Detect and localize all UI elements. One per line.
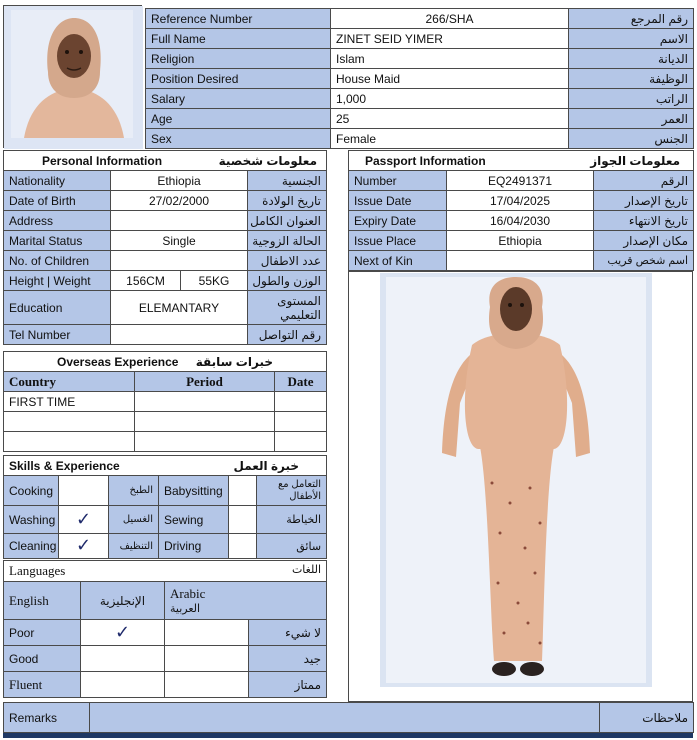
overseas-period xyxy=(135,412,275,432)
personal-info-header xyxy=(4,151,327,171)
col-period: Period xyxy=(135,372,275,392)
level-poor-label: Poor xyxy=(4,620,81,646)
remarks-label: Remarks xyxy=(4,703,90,733)
level-fluent-english-check xyxy=(81,672,165,698)
row-marital-status xyxy=(4,231,327,251)
skill-sewing-check xyxy=(229,506,257,534)
label-position-desired-ar: الوظيفة xyxy=(569,69,694,89)
skills-header xyxy=(4,456,327,476)
skills-title-ar: خبرة العمل xyxy=(233,458,300,473)
col-country: Country xyxy=(4,372,135,392)
value-religion: Islam xyxy=(331,49,569,69)
level-good-label-ar: جيد xyxy=(249,646,327,672)
full-body-photo-frame xyxy=(348,271,693,702)
value-sex: Female xyxy=(331,129,569,149)
label-reference-number-ar: رقم المرجع xyxy=(569,9,694,29)
label-issue-date-ar: تاريخ الإصدار xyxy=(594,191,694,211)
label-education: Education xyxy=(4,291,111,325)
value-expiry-date: 16/04/2030 xyxy=(447,211,594,231)
remarks-value xyxy=(90,703,600,733)
header-row-name xyxy=(146,29,694,49)
skills-row xyxy=(4,534,327,559)
row-next-of-kin xyxy=(349,251,694,271)
skill-washing-label: Washing xyxy=(4,506,59,534)
label-passport-number: Number xyxy=(349,171,447,191)
language-arabic-label-ar: العربية xyxy=(170,601,201,615)
overseas-row xyxy=(4,392,327,412)
level-good-english-check xyxy=(81,646,165,672)
overseas-title: Overseas Experience xyxy=(57,354,179,369)
label-full-name: Full Name xyxy=(146,29,331,49)
level-poor-arabic-check xyxy=(165,620,249,646)
skill-driving-label-ar: سائق xyxy=(257,534,327,559)
passport-info-table xyxy=(348,150,694,271)
header-row-religion xyxy=(146,49,694,69)
label-position-desired: Position Desired xyxy=(146,69,331,89)
skills-row xyxy=(4,476,327,506)
header-row-age xyxy=(146,109,694,129)
overseas-country xyxy=(4,412,135,432)
row-tel-number xyxy=(4,325,327,345)
label-address-ar: العنوان الكامل xyxy=(248,211,327,231)
label-tel-number-ar: رقم التواصل xyxy=(248,325,327,345)
value-date-of-birth: 27/02/2000 xyxy=(111,191,248,211)
footer-bar xyxy=(3,733,693,738)
skill-washing-label-ar: الغسيل xyxy=(109,506,159,534)
value-full-name: ZINET SEID YIMER xyxy=(331,29,569,49)
row-address xyxy=(4,211,327,231)
label-children-ar: عدد الاطفال xyxy=(248,251,327,271)
overseas-experience-table xyxy=(3,351,327,452)
skill-babysitting-label: Babysitting xyxy=(159,476,229,506)
label-issue-place-ar: مكان الإصدار xyxy=(594,231,694,251)
overseas-date xyxy=(275,412,327,432)
level-good-arabic-check xyxy=(165,646,249,672)
languages-title: Languages xyxy=(9,563,66,578)
label-nationality: Nationality xyxy=(4,171,111,191)
label-age-ar: العمر xyxy=(569,109,694,129)
level-good-label: Good xyxy=(4,646,81,672)
row-education xyxy=(4,291,327,325)
skill-cooking-label: Cooking xyxy=(4,476,59,506)
overseas-row xyxy=(4,432,327,452)
label-marital-status-ar: الحالة الزوجية xyxy=(248,231,327,251)
skill-cooking-label-ar: الطبخ xyxy=(109,476,159,506)
level-fluent-arabic-check xyxy=(165,672,249,698)
label-passport-number-ar: الرقم xyxy=(594,171,694,191)
level-poor-label-ar: لا شيء xyxy=(249,620,327,646)
label-education-ar: المستوى التعليمي xyxy=(248,291,327,325)
label-next-of-kin-ar: اسم شخص قريب xyxy=(594,251,694,271)
value-issue-date: 17/04/2025 xyxy=(447,191,594,211)
passport-header xyxy=(349,151,694,171)
level-poor-english-check: ✓ xyxy=(81,620,165,646)
label-expiry-date-ar: تاريخ الانتهاء xyxy=(594,211,694,231)
label-issue-date: Issue Date xyxy=(349,191,447,211)
label-reference-number: Reference Number xyxy=(146,9,331,29)
overseas-country xyxy=(4,432,135,452)
label-date-of-birth: Date of Birth xyxy=(4,191,111,211)
overseas-country: FIRST TIME xyxy=(4,392,135,412)
skill-washing-check: ✓ xyxy=(59,506,109,534)
overseas-date xyxy=(275,392,327,412)
personal-info-title: Personal Information xyxy=(42,153,163,168)
language-arabic-label: Arabic xyxy=(170,585,206,601)
value-height: 156CM xyxy=(111,271,181,291)
value-salary: 1,000 xyxy=(331,89,569,109)
value-tel-number xyxy=(111,325,248,345)
value-weight: 55KG xyxy=(181,271,248,291)
header-row-salary xyxy=(146,89,694,109)
remarks-label-ar: ملاحظات xyxy=(600,703,694,733)
portrait-photo xyxy=(3,5,142,148)
label-nationality-ar: الجنسية xyxy=(248,171,327,191)
value-nationality: Ethiopia xyxy=(111,171,248,191)
skill-sewing-label: Sewing xyxy=(159,506,229,534)
skill-babysitting-check xyxy=(229,476,257,506)
col-date: Date xyxy=(275,372,327,392)
skill-cleaning-check: ✓ xyxy=(59,534,109,559)
value-next-of-kin xyxy=(447,251,594,271)
full-body-photo xyxy=(380,273,652,687)
languages-names xyxy=(4,582,327,620)
label-marital-status: Marital Status xyxy=(4,231,111,251)
row-nationality xyxy=(4,171,327,191)
label-height-weight-ar: الوزن والطول xyxy=(248,271,327,291)
overseas-title-ar: خبرات سابقة xyxy=(195,354,273,369)
skill-babysitting-label-ar: التعامل مع الأطفال xyxy=(257,476,327,506)
skills-title: Skills & Experience xyxy=(9,458,120,473)
languages-title-ar: اللغات xyxy=(291,563,322,576)
row-passport-number xyxy=(349,171,694,191)
overseas-header xyxy=(4,352,327,372)
row-children xyxy=(4,251,327,271)
label-salary: Salary xyxy=(146,89,331,109)
overseas-row xyxy=(4,412,327,432)
passport-title: Passport Information xyxy=(365,153,486,168)
remarks-table xyxy=(3,702,694,733)
skills-table xyxy=(3,455,327,559)
header-row-position xyxy=(146,69,694,89)
language-english-label-ar: الإنجليزية xyxy=(81,582,165,620)
row-issue-date xyxy=(349,191,694,211)
overseas-date xyxy=(275,432,327,452)
header-row-reference xyxy=(146,9,694,29)
value-marital-status: Single xyxy=(111,231,248,251)
languages-header xyxy=(4,561,327,582)
label-religion-ar: الديانة xyxy=(569,49,694,69)
value-reference-number: 266/SHA xyxy=(331,9,569,29)
language-english-label: English xyxy=(4,582,81,620)
row-height-weight xyxy=(4,271,327,291)
label-expiry-date: Expiry Date xyxy=(349,211,447,231)
label-height-weight: Height | Weight xyxy=(4,271,111,291)
overseas-period xyxy=(135,392,275,412)
label-date-of-birth-ar: تاريخ الولادة xyxy=(248,191,327,211)
label-age: Age xyxy=(146,109,331,129)
language-level-row xyxy=(4,620,327,646)
overseas-columns xyxy=(4,372,327,392)
remarks-row xyxy=(4,703,694,733)
languages-table xyxy=(3,560,327,698)
value-address xyxy=(111,211,248,231)
skill-cleaning-label-ar: التنظيف xyxy=(109,534,159,559)
personal-info-title-ar: معلومات شخصية xyxy=(218,153,317,168)
passport-title-ar: معلومات الجواز xyxy=(590,153,681,168)
header-row-sex xyxy=(146,129,694,149)
value-age: 25 xyxy=(331,109,569,129)
label-salary-ar: الراتب xyxy=(569,89,694,109)
label-sex: Sex xyxy=(146,129,331,149)
label-sex-ar: الجنس xyxy=(569,129,694,149)
skill-cooking-check xyxy=(59,476,109,506)
skill-driving-check xyxy=(229,534,257,559)
label-tel-number: Tel Number xyxy=(4,325,111,345)
value-children xyxy=(111,251,248,271)
row-date-of-birth xyxy=(4,191,327,211)
value-issue-place: Ethiopia xyxy=(447,231,594,251)
value-education: ELEMANTARY xyxy=(111,291,248,325)
skill-cleaning-label: Cleaning xyxy=(4,534,59,559)
value-position-desired: House Maid xyxy=(331,69,569,89)
personal-info-table xyxy=(3,150,327,345)
language-level-row xyxy=(4,672,327,698)
value-passport-number: EQ2491371 xyxy=(447,171,594,191)
label-religion: Religion xyxy=(146,49,331,69)
label-children: No. of Children xyxy=(4,251,111,271)
level-fluent-label-ar: ممتاز xyxy=(249,672,327,698)
row-issue-place xyxy=(349,231,694,251)
row-expiry-date xyxy=(349,211,694,231)
overseas-period xyxy=(135,432,275,452)
portrait-photo-image xyxy=(4,6,143,149)
skills-row xyxy=(4,506,327,534)
level-fluent-label: Fluent xyxy=(4,672,81,698)
label-address: Address xyxy=(4,211,111,231)
skill-sewing-label-ar: الخياطة xyxy=(257,506,327,534)
language-level-row xyxy=(4,646,327,672)
label-next-of-kin: Next of Kin xyxy=(349,251,447,271)
skill-driving-label: Driving xyxy=(159,534,229,559)
label-full-name-ar: الاسم xyxy=(569,29,694,49)
header-table xyxy=(145,8,694,149)
label-issue-place: Issue Place xyxy=(349,231,447,251)
